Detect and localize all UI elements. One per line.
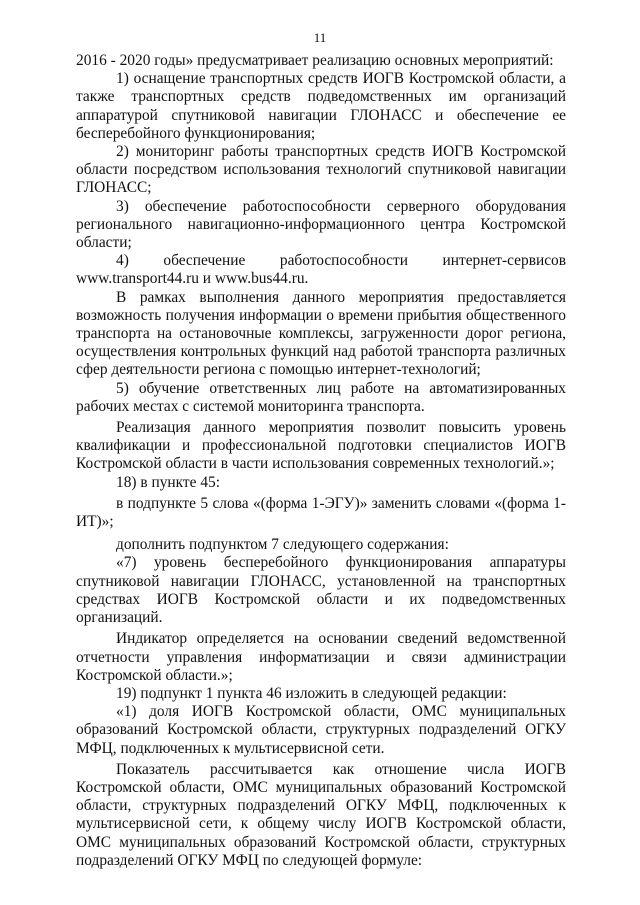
paragraph-clause-18-subitem-5: в подпункте 5 слова «(форма 1-ЭГУ)» заменить словами «(форма 1-ИТ)»;: [76, 494, 566, 531]
paragraph-clause-18-add-subitem-7: дополнить подпунктом 7 следующего содержания:: [116, 536, 449, 554]
paragraph-intro: 2016 - 2020 годы» предусматривает реализацию основных мероприятий:: [76, 52, 554, 69]
paragraph-indicator: Индикатор определяется на основании сведений ведомственной отчетности управления информатизации и связи администрации Костромской области.»;: [76, 630, 566, 684]
paragraph-item-2: 2) мониторинг работы транспортных средств ИОГВ Костромской области посредством использования технологий спутниковой навигации ГЛОНАСС;: [76, 143, 566, 197]
paragraph-item-4: 4) обеспечение работоспособности интернет-сервисов www.transport44.ru и www.bus44.ru.: [76, 252, 566, 288]
paragraph-item-3: 3) обеспечение работоспособности серверного оборудования регионального навигационно-информационного центра Костромской области;: [76, 197, 566, 252]
paragraph-clause-18: 18) в пункте 45:: [116, 473, 220, 491]
document-body: [76, 52, 566, 870]
paragraph-implementation: Реализация данного мероприятия позволит повысить уровень квалификации и профессиональной подготовки специалистов ИОГВ Костромской области в части использования современных технологий.»;: [76, 419, 566, 473]
paragraph-clause-19-subitem-1: «1) доля ИОГВ Костромской области, ОМС муниципальных образований Костромской области, структурных подразделений ОГКУ МФЦ, подключенных к мультисервисной сети.: [76, 703, 566, 757]
paragraph-item-5: 5) обучение ответственных лиц работе на автоматизированных рабочих местах с системой мониторинга транспорта.: [76, 379, 566, 415]
paragraph-item-1: 1) оснащение транспортных средств ИОГВ Костромской области, а также транспортных средств подведомственных им организаций аппаратурой спутниковой навигации ГЛОНАСС и обеспечение ее бесперебойного функционирования;: [76, 70, 566, 142]
paragraph-item-4-description: В рамках выполнения данного мероприятия предоставляется возможность получения информации о времени прибытия общественного транспорта на остановочные комплексы, загруженности дорог региона, осуществления контрольных функций над работой транспорта различных сфер деятельности региона с помощью интернет-технологий;: [76, 288, 566, 379]
page-number: 11: [313, 30, 327, 45]
paragraph-indicator-formula: Показатель рассчитывается как отношение числа ИОГВ Костромской области, ОМС муниципальных образований Костромской области, структурных подразделений ОГКУ МФЦ, подключенных к мультисервисной сети, к общему числу ИОГВ Костромской области, ОМС муниципальных образований Костромской области, структурных подразделений ОГКУ МФЦ по следующей формуле:: [76, 760, 566, 869]
paragraph-clause-19: 19) подпункт 1 пункта 46 изложить в следующей редакции:: [116, 684, 507, 702]
paragraph-subitem-7-text: «7) уровень бесперебойного функционирования аппаратуры спутниковой навигации ГЛОНАСС, установленной на транспортных средствах ИОГВ Костромской области и их подведомственных организаций.: [76, 554, 566, 627]
